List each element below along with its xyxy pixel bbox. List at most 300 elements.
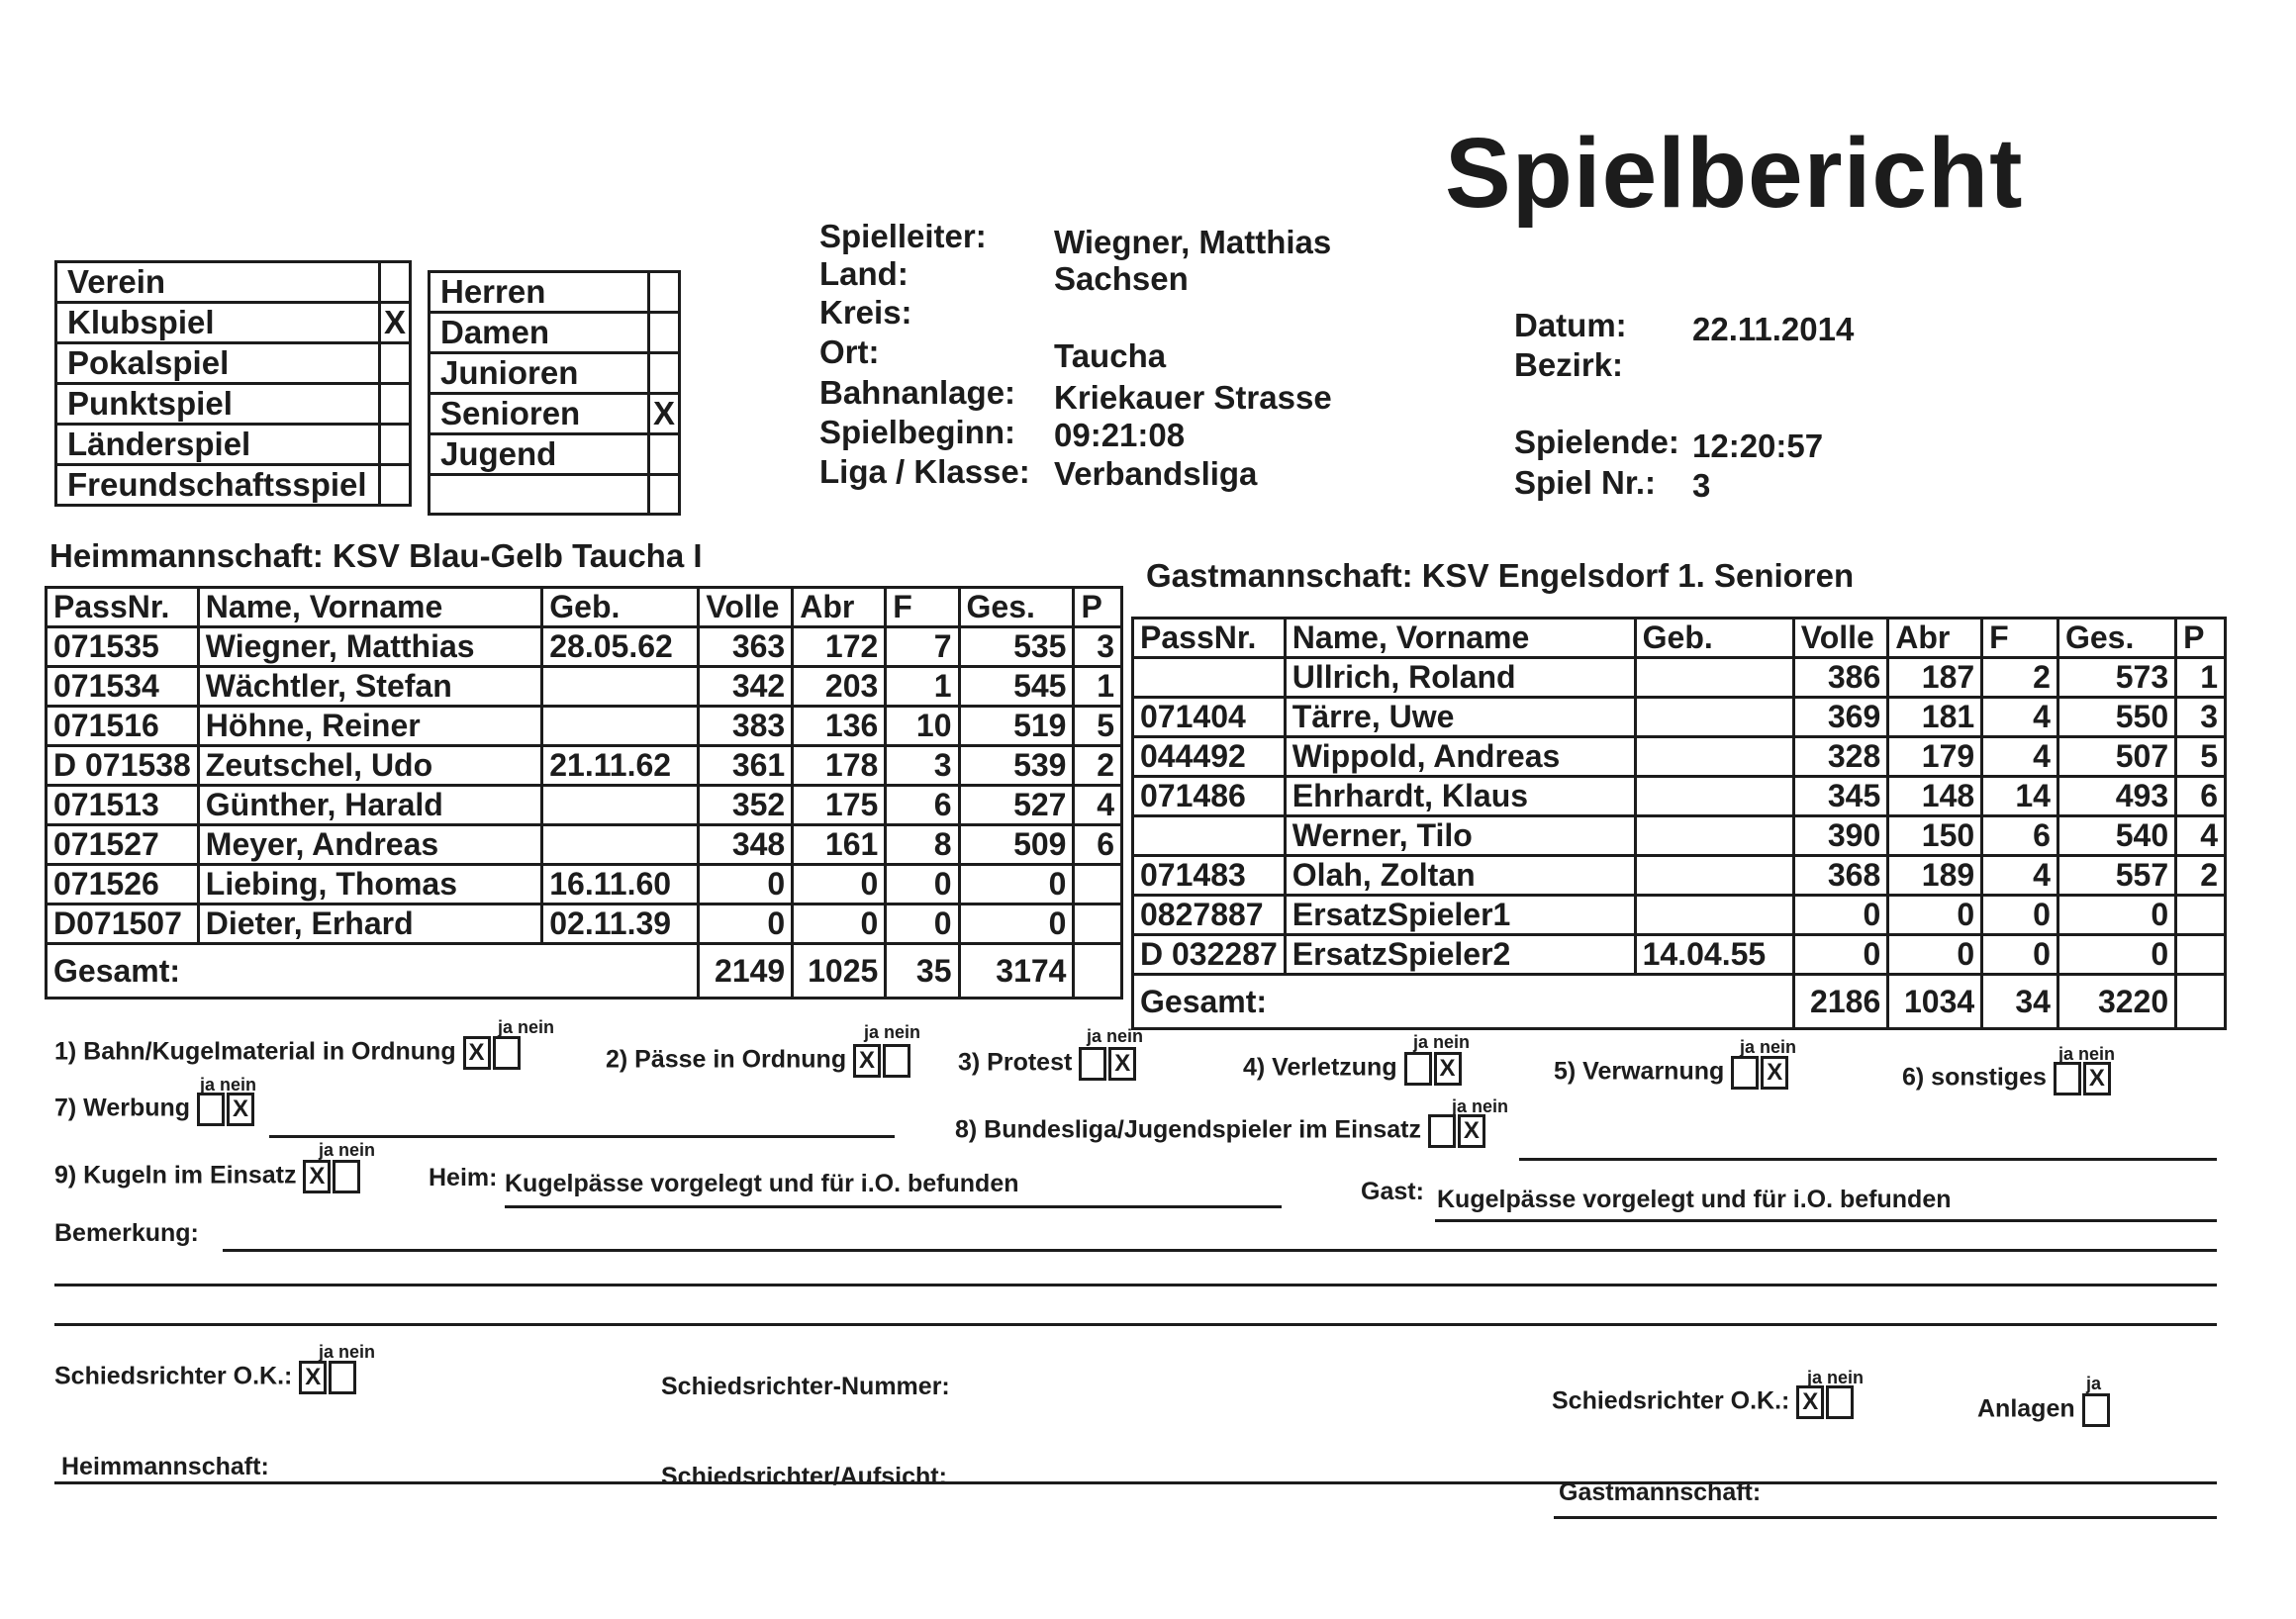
table-cell: 071516	[47, 707, 199, 746]
question-1	[54, 1036, 523, 1070]
table-row	[47, 746, 1122, 786]
game-type-row	[57, 303, 409, 343]
q9-nein-checkbox[interactable]	[333, 1160, 360, 1193]
q2-ja-nein-label: ja nein	[864, 1022, 921, 1042]
liga-value: Verbandsliga	[1054, 455, 1258, 492]
table-cell: 172	[793, 627, 886, 667]
gast-signature-line[interactable]	[1554, 1516, 2217, 1519]
table-cell: 0	[1982, 935, 2058, 975]
table-cell: 328	[1793, 737, 1887, 777]
game-type-checkbox[interactable]	[380, 384, 410, 425]
table-cell: 6	[886, 786, 959, 825]
q5-ja-nein-label: ja nein	[1740, 1037, 1797, 1057]
q6-ja-checkbox[interactable]	[2054, 1062, 2081, 1095]
category-label: Senioren	[430, 394, 649, 434]
table-cell	[1074, 905, 1122, 944]
total-label: Gesamt:	[1133, 975, 1794, 1029]
liga-label: Liga / Klasse:	[819, 453, 1030, 490]
column-header: Ges.	[2057, 619, 2175, 658]
game-type-checkbox[interactable]: X	[380, 303, 410, 343]
table-cell: 148	[1888, 777, 1982, 816]
table-cell	[1133, 816, 1286, 856]
table-cell: 4	[1982, 737, 2058, 777]
heimmannschaft-sign-label: Heimmannschaft:	[61, 1453, 269, 1480]
land-value: Sachsen	[1054, 260, 1189, 297]
schiri-ok2-nein-checkbox[interactable]	[1826, 1385, 1854, 1419]
table-row	[47, 905, 1122, 944]
table-row	[1133, 698, 2226, 737]
table-cell: 071526	[47, 865, 199, 905]
table-cell: 4	[1074, 786, 1122, 825]
question-4-label: 4) Verletzung	[1243, 1053, 1397, 1082]
column-header: F	[886, 588, 959, 627]
q1-ja-nein-label: ja nein	[498, 1017, 555, 1037]
table-cell: Werner, Tilo	[1285, 816, 1635, 856]
table-cell: Meyer, Andreas	[198, 825, 541, 865]
question-8	[955, 1114, 1487, 1148]
table-cell	[542, 667, 699, 707]
question-7-label: 7) Werbung	[54, 1094, 191, 1122]
spielnr-label: Spiel Nr.:	[1514, 464, 1657, 501]
table-cell	[542, 707, 699, 746]
game-type-box	[54, 260, 412, 507]
game-type-checkbox[interactable]	[380, 263, 410, 303]
category-checkbox[interactable]	[649, 434, 679, 475]
table-cell	[1635, 896, 1793, 935]
table-cell: 3	[1074, 627, 1122, 667]
question-6-label: 6) sonstiges	[1902, 1063, 2047, 1092]
table-cell	[2176, 896, 2226, 935]
q7-ja-nein-label: ja nein	[200, 1075, 257, 1095]
anlagen-ja-checkbox[interactable]	[2082, 1393, 2110, 1427]
table-cell: 7	[886, 627, 959, 667]
table-cell: 0	[886, 905, 959, 944]
guest-team-heading: Gastmannschaft: KSV Engelsdorf 1. Senioren	[1146, 557, 1855, 594]
table-cell: 6	[1074, 825, 1122, 865]
table-cell	[1635, 658, 1793, 698]
table-cell: 1	[1074, 667, 1122, 707]
bahnanlage-label: Bahnanlage:	[819, 374, 1016, 411]
heim-label: Heim:	[429, 1164, 498, 1191]
table-cell: 540	[2057, 816, 2175, 856]
table-cell: 509	[959, 825, 1074, 865]
table-cell: 189	[1888, 856, 1982, 896]
table-row	[1133, 935, 2226, 975]
table-cell: 175	[793, 786, 886, 825]
table-cell: 14	[1982, 777, 2058, 816]
q1-ja-checkbox[interactable]: X	[463, 1036, 491, 1070]
category-label: Damen	[430, 313, 649, 353]
total-cell: 34	[1982, 975, 2058, 1029]
q9-ja-checkbox[interactable]: X	[303, 1160, 331, 1193]
table-cell: 0	[793, 865, 886, 905]
table-row	[1133, 856, 2226, 896]
table-cell: 557	[2057, 856, 2175, 896]
game-type-row	[57, 384, 409, 425]
table-cell: 535	[959, 627, 1074, 667]
anlagen-ja-label: ja	[2086, 1374, 2102, 1393]
bemerkung-label: Bemerkung:	[54, 1219, 199, 1247]
game-type-checkbox[interactable]	[380, 425, 410, 465]
total-cell: 3220	[2057, 975, 2175, 1029]
bemerkung-line-3[interactable]	[54, 1323, 2217, 1326]
table-cell: 181	[1888, 698, 1982, 737]
table-row	[1133, 658, 2226, 698]
table-cell: 187	[1888, 658, 1982, 698]
total-cell	[1074, 944, 1122, 999]
question-4	[1243, 1052, 1464, 1086]
table-cell: 550	[2057, 698, 2175, 737]
table-cell: 363	[699, 627, 793, 667]
q9-ja-nein-label: ja nein	[319, 1140, 376, 1160]
table-row	[47, 825, 1122, 865]
table-cell: Ullrich, Roland	[1285, 658, 1635, 698]
column-header: Ges.	[959, 588, 1074, 627]
table-cell: 28.05.62	[542, 627, 699, 667]
table-cell: 368	[1793, 856, 1887, 896]
table-cell: 0	[1793, 896, 1887, 935]
table-cell: 3	[886, 746, 959, 786]
schiri-ok-ja-checkbox[interactable]: X	[299, 1361, 327, 1394]
column-header: Geb.	[1635, 619, 1793, 658]
schiri-ok2-ja-checkbox[interactable]: X	[1796, 1385, 1824, 1419]
table-cell: 161	[793, 825, 886, 865]
table-cell: 071535	[47, 627, 199, 667]
table-cell	[1635, 737, 1793, 777]
table-cell: 0	[1793, 935, 1887, 975]
table-cell: 369	[1793, 698, 1887, 737]
q3-ja-nein-label: ja nein	[1087, 1026, 1144, 1046]
table-cell: 150	[1888, 816, 1982, 856]
kreis-label: Kreis:	[819, 294, 912, 331]
schiri-ok-nein-checkbox[interactable]	[329, 1361, 356, 1394]
column-header: P	[2176, 619, 2226, 658]
spielende-label: Spielende:	[1514, 424, 1679, 460]
ort-value: Taucha	[1054, 337, 1167, 374]
question-9	[54, 1160, 362, 1193]
table-cell: 390	[1793, 816, 1887, 856]
heim-note[interactable]: Kugelpässe vorgelegt und für i.O. befunden	[505, 1170, 1019, 1197]
aufsicht-sign-label: Schiedsrichter/Aufsicht:	[661, 1463, 947, 1490]
table-cell: 0827887	[1133, 896, 1286, 935]
q3-ja-checkbox[interactable]	[1079, 1047, 1106, 1081]
table-cell: Zeutschel, Udo	[198, 746, 541, 786]
spielleiter-label: Spielleiter:	[819, 218, 987, 254]
table-cell: Wächtler, Stefan	[198, 667, 541, 707]
category-row	[430, 353, 678, 394]
table-cell: 507	[2057, 737, 2175, 777]
game-type-label: Klubspiel	[57, 303, 380, 343]
q5-ja-checkbox[interactable]	[1731, 1056, 1759, 1090]
category-row	[430, 475, 678, 514]
table-cell: 0	[886, 865, 959, 905]
question-6	[1902, 1062, 2113, 1095]
total-cell: 1034	[1888, 975, 1982, 1029]
q6-ja-nein-label: ja nein	[2058, 1044, 2116, 1064]
q6-nein-checkbox[interactable]: X	[2083, 1062, 2111, 1095]
table-row	[47, 707, 1122, 746]
gastmannschaft-sign-label: Gastmannschaft:	[1559, 1478, 1762, 1506]
schiedsrichter-ok-label: Schiedsrichter O.K.:	[54, 1362, 293, 1390]
category-checkbox[interactable]	[649, 475, 679, 514]
bezirk-label: Bezirk:	[1514, 346, 1624, 383]
bemerkung-line-2[interactable]	[54, 1284, 2217, 1286]
question-5-label: 5) Verwarnung	[1554, 1057, 1725, 1086]
table-cell: 348	[699, 825, 793, 865]
gast-line	[1435, 1219, 2217, 1222]
table-cell	[1635, 856, 1793, 896]
q7-ja-checkbox[interactable]	[197, 1093, 225, 1126]
table-cell: 6	[2176, 777, 2226, 816]
table-cell: Dieter, Erhard	[198, 905, 541, 944]
column-header: F	[1982, 619, 2058, 658]
table-cell: 2	[2176, 856, 2226, 896]
table-cell: 179	[1888, 737, 1982, 777]
q4-ja-nein-label: ja nein	[1413, 1032, 1471, 1052]
schiri-ok-ja-nein-label: ja nein	[319, 1342, 376, 1362]
column-header: Name, Vorname	[198, 588, 541, 627]
table-cell: 071527	[47, 825, 199, 865]
q8-ja-nein-label: ja nein	[1452, 1096, 1509, 1116]
q2-ja-checkbox[interactable]: X	[853, 1044, 881, 1078]
gast-label: Gast:	[1361, 1178, 1424, 1205]
spielbeginn-label: Spielbeginn:	[819, 414, 1015, 450]
table-cell: ErsatzSpieler2	[1285, 935, 1635, 975]
category-checkbox[interactable]	[649, 313, 679, 353]
gast-note[interactable]: Kugelpässe vorgelegt und für i.O. befunden	[1437, 1186, 1952, 1213]
table-cell: 2	[1074, 746, 1122, 786]
column-header: PassNr.	[47, 588, 199, 627]
schiri-ok2-ja-nein-label: ja nein	[1807, 1368, 1865, 1387]
schiedsrichter-ok2-label: Schiedsrichter O.K.:	[1552, 1386, 1790, 1415]
anlagen-label: Anlagen	[1977, 1394, 2075, 1423]
table-row	[47, 865, 1122, 905]
game-type-label: Freundschaftsspiel	[57, 465, 380, 505]
question-5	[1554, 1056, 1790, 1090]
table-cell	[542, 786, 699, 825]
table-cell: 3	[2176, 698, 2226, 737]
bemerkung-line-1[interactable]	[223, 1249, 2217, 1252]
q8-write-line[interactable]	[1519, 1158, 2217, 1161]
table-row	[47, 786, 1122, 825]
heim-line	[505, 1205, 1282, 1208]
table-cell: 573	[2057, 658, 2175, 698]
q5-nein-checkbox[interactable]: X	[1761, 1056, 1788, 1090]
total-row	[1133, 975, 2226, 1029]
table-row	[1133, 737, 2226, 777]
table-cell: D071507	[47, 905, 199, 944]
table-cell	[1133, 658, 1286, 698]
q8-nein-checkbox[interactable]: X	[1458, 1114, 1485, 1148]
q7-write-line[interactable]	[269, 1135, 895, 1138]
category-row	[430, 313, 678, 353]
game-type-label: Pokalspiel	[57, 343, 380, 384]
category-box	[428, 270, 681, 516]
category-checkbox[interactable]: X	[649, 394, 679, 434]
table-cell: 352	[699, 786, 793, 825]
column-header: Abr	[793, 588, 886, 627]
column-header: Abr	[1888, 619, 1982, 658]
table-cell	[1635, 698, 1793, 737]
table-cell: ErsatzSpieler1	[1285, 896, 1635, 935]
table-cell: 539	[959, 746, 1074, 786]
total-cell	[2176, 975, 2226, 1029]
game-type-checkbox[interactable]	[380, 465, 410, 505]
question-3-label: 3) Protest	[958, 1048, 1073, 1077]
table-cell: 10	[886, 707, 959, 746]
table-row	[47, 667, 1122, 707]
column-header: PassNr.	[1133, 619, 1286, 658]
table-cell	[1074, 865, 1122, 905]
table-cell: Wippold, Andreas	[1285, 737, 1635, 777]
table-cell: 071534	[47, 667, 199, 707]
table-cell: 16.11.60	[542, 865, 699, 905]
table-cell: 4	[2176, 816, 2226, 856]
column-header: Volle	[699, 588, 793, 627]
table-cell: 21.11.62	[542, 746, 699, 786]
q3-nein-checkbox[interactable]: X	[1108, 1047, 1136, 1081]
table-cell: 361	[699, 746, 793, 786]
anlagen	[1977, 1393, 2112, 1427]
question-2-label: 2) Pässe in Ordnung	[606, 1045, 847, 1074]
category-checkbox[interactable]	[649, 353, 679, 394]
table-cell: Ehrhardt, Klaus	[1285, 777, 1635, 816]
home-score-table	[45, 586, 1123, 1000]
table-cell: 0	[959, 865, 1074, 905]
game-type-row	[57, 343, 409, 384]
table-cell: Wiegner, Matthias	[198, 627, 541, 667]
category-label	[430, 475, 649, 514]
table-cell: Höhne, Reiner	[198, 707, 541, 746]
total-cell: 35	[886, 944, 959, 999]
table-row	[47, 627, 1122, 667]
table-cell: 071486	[1133, 777, 1286, 816]
table-cell: 519	[959, 707, 1074, 746]
game-type-label: Länderspiel	[57, 425, 380, 465]
table-cell: 545	[959, 667, 1074, 707]
question-1-label: 1) Bahn/Kugelmaterial in Ordnung	[54, 1037, 456, 1066]
q2-nein-checkbox[interactable]	[883, 1044, 910, 1078]
spielende-value: 12:20:57	[1692, 428, 1824, 464]
table-cell: 1	[2176, 658, 2226, 698]
q4-nein-checkbox[interactable]: X	[1434, 1052, 1462, 1086]
table-cell: 342	[699, 667, 793, 707]
table-cell: 0	[699, 865, 793, 905]
game-type-row	[57, 425, 409, 465]
q1-nein-checkbox[interactable]	[493, 1036, 521, 1070]
table-row	[1133, 896, 2226, 935]
table-cell: 6	[1982, 816, 2058, 856]
signature-line[interactable]	[54, 1481, 2217, 1484]
table-cell: 5	[2176, 737, 2226, 777]
table-cell: 044492	[1133, 737, 1286, 777]
table-row	[1133, 777, 2226, 816]
column-header: Geb.	[542, 588, 699, 627]
game-type-label: Verein	[57, 263, 380, 303]
table-cell: 071483	[1133, 856, 1286, 896]
game-type-row	[57, 263, 409, 303]
category-row	[430, 273, 678, 313]
q7-nein-checkbox[interactable]: X	[227, 1093, 254, 1126]
table-cell: 0	[959, 905, 1074, 944]
game-type-label: Punktspiel	[57, 384, 380, 425]
table-cell: 493	[2057, 777, 2175, 816]
table-cell: 203	[793, 667, 886, 707]
table-cell: 383	[699, 707, 793, 746]
table-cell: 8	[886, 825, 959, 865]
spielleiter-value: Wiegner, Matthias	[1054, 224, 1332, 260]
table-cell: 0	[1982, 896, 2058, 935]
category-row	[430, 434, 678, 475]
column-header: Volle	[1793, 619, 1887, 658]
table-cell	[2176, 935, 2226, 975]
table-row	[1133, 816, 2226, 856]
q4-ja-checkbox[interactable]	[1404, 1052, 1432, 1086]
total-cell: 2149	[699, 944, 793, 999]
table-cell: 0	[1888, 935, 1982, 975]
table-cell: 2	[1982, 658, 2058, 698]
table-cell: D 032287	[1133, 935, 1286, 975]
category-label: Jugend	[430, 434, 649, 475]
ort-label: Ort:	[819, 333, 880, 370]
total-row	[47, 944, 1122, 999]
question-7	[54, 1093, 256, 1126]
game-type-checkbox[interactable]	[380, 343, 410, 384]
spielnr-value: 3	[1692, 467, 1711, 504]
table-cell: D 071538	[47, 746, 199, 786]
category-checkbox[interactable]	[649, 273, 679, 313]
table-cell: 0	[793, 905, 886, 944]
table-cell: 0	[2057, 896, 2175, 935]
table-cell: 0	[2057, 935, 2175, 975]
total-label: Gesamt:	[47, 944, 699, 999]
table-cell: Liebing, Thomas	[198, 865, 541, 905]
category-row	[430, 394, 678, 434]
table-cell: 02.11.39	[542, 905, 699, 944]
bahnanlage-value: Kriekauer Strasse	[1054, 379, 1332, 416]
total-cell: 3174	[959, 944, 1074, 999]
schiedsrichter-ok-home	[54, 1361, 358, 1394]
table-cell: Günther, Harald	[198, 786, 541, 825]
guest-score-table	[1131, 617, 2227, 1030]
schiedsrichter-nummer-label: Schiedsrichter-Nummer:	[661, 1373, 950, 1400]
table-cell: 0	[1888, 896, 1982, 935]
table-cell	[542, 825, 699, 865]
datum-label: Datum:	[1514, 307, 1627, 343]
q8-ja-checkbox[interactable]	[1428, 1114, 1456, 1148]
total-cell: 1025	[793, 944, 886, 999]
question-9-label: 9) Kugeln im Einsatz	[54, 1161, 297, 1190]
datum-value: 22.11.2014	[1692, 311, 1855, 347]
table-cell	[1635, 777, 1793, 816]
table-cell: Tärre, Uwe	[1285, 698, 1635, 737]
table-cell: 071404	[1133, 698, 1286, 737]
table-cell: 178	[793, 746, 886, 786]
page-title: Spielbericht	[1445, 118, 2024, 229]
table-cell: 4	[1982, 698, 2058, 737]
table-cell: Olah, Zoltan	[1285, 856, 1635, 896]
home-team-heading: Heimmannschaft: KSV Blau-Gelb Taucha I	[49, 537, 703, 574]
total-cell: 2186	[1793, 975, 1887, 1029]
table-cell: 527	[959, 786, 1074, 825]
table-cell: 136	[793, 707, 886, 746]
table-cell: 1	[886, 667, 959, 707]
table-cell	[1635, 816, 1793, 856]
table-cell: 345	[1793, 777, 1887, 816]
table-cell: 5	[1074, 707, 1122, 746]
question-2	[606, 1044, 912, 1078]
table-cell: 14.04.55	[1635, 935, 1793, 975]
